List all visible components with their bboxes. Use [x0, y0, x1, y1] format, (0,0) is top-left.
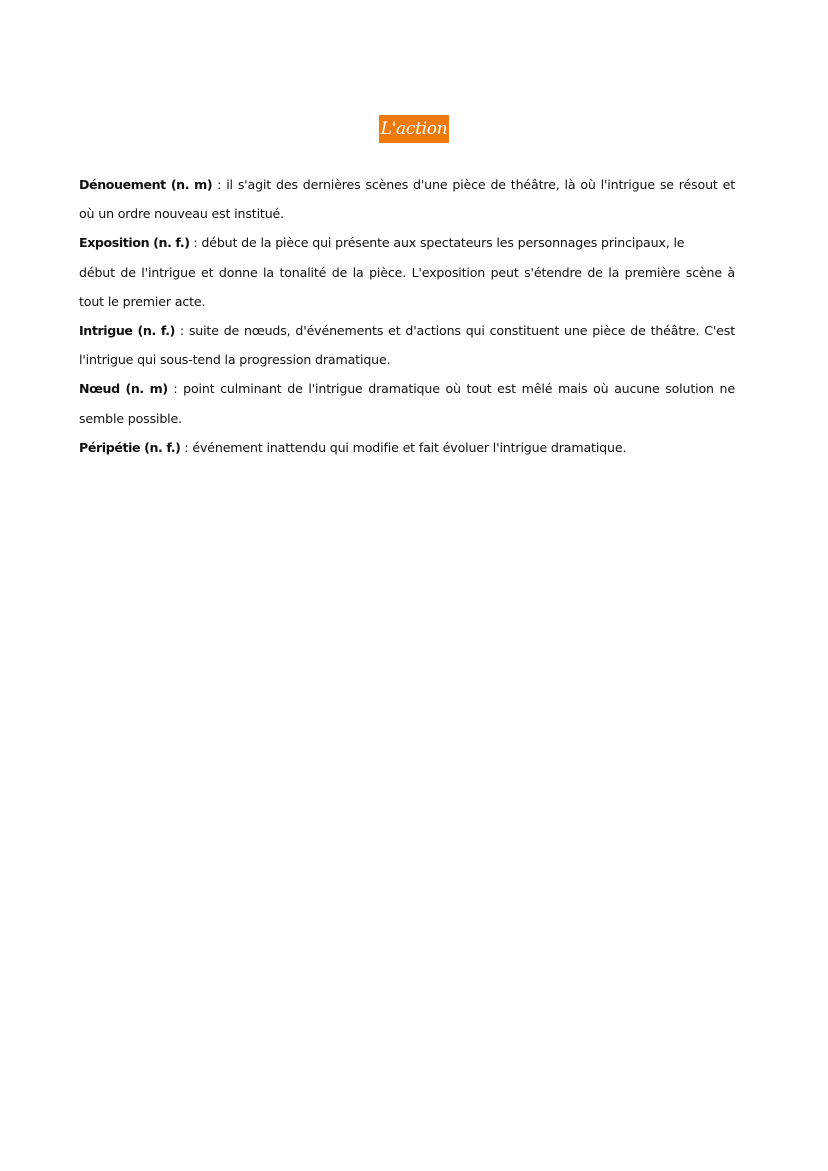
glossary: [79, 170, 735, 462]
entry-line: début de l'intrigue et donne la tonalité de la pièce. L'exposition peut s'étendre de la première scène à: [79, 264, 735, 280]
entry-separator: :: [212, 177, 227, 192]
entry-term: Intrigue (n. f.): [79, 323, 175, 339]
entry-line: tout le premier acte.: [79, 293, 206, 309]
entry-line: [79, 170, 735, 199]
entry-term: Dénouement (n. m): [79, 177, 213, 192]
entry-separator: :: [167, 381, 184, 397]
entry-line: [79, 228, 735, 257]
entry-line: l'intrigue qui sous-tend la progression dramatique.: [79, 352, 391, 368]
entry-definition-text: point culminant de l'intrigue dramatique où tout est mêlé mais où aucune solution ne: [183, 381, 735, 397]
glossary-entry-intrigue: [79, 316, 735, 374]
page-title: L'action: [379, 115, 450, 143]
entry-term: Nœud (n. m): [79, 381, 168, 397]
entry-line: [79, 374, 735, 403]
glossary-entry-peripetie: [79, 433, 735, 462]
entry-line: [79, 433, 735, 462]
entry-definition-text: il s'agit des dernières scènes d'une pièce de théâtre, là où l'intrigue se résout et: [226, 177, 735, 192]
glossary-entry-noeud: [79, 374, 735, 432]
title-wrapper: [0, 115, 828, 143]
glossary-entry-exposition: [79, 228, 735, 316]
entry-definition-text: suite de nœuds, d'événements et d'actions qui constituent une pièce de théâtre. C'est: [188, 323, 735, 339]
entry-separator: :: [189, 235, 202, 251]
glossary-entry-denouement: [79, 170, 735, 228]
entry-separator: :: [174, 323, 189, 339]
entry-separator: :: [180, 439, 193, 455]
entry-term: Péripétie (n. f.): [79, 439, 181, 455]
entry-definition-text: début de la pièce qui présente aux spectateurs les personnages principaux, le: [201, 235, 685, 251]
entry-line: semble possible.: [79, 410, 182, 426]
entry-definition-text: événement inattendu qui modifie et fait évoluer l'intrigue dramatique.: [192, 439, 627, 455]
entry-line: [79, 316, 735, 345]
entry-term: Exposition (n. f.): [79, 235, 190, 251]
entry-line: où un ordre nouveau est institué.: [79, 206, 284, 222]
